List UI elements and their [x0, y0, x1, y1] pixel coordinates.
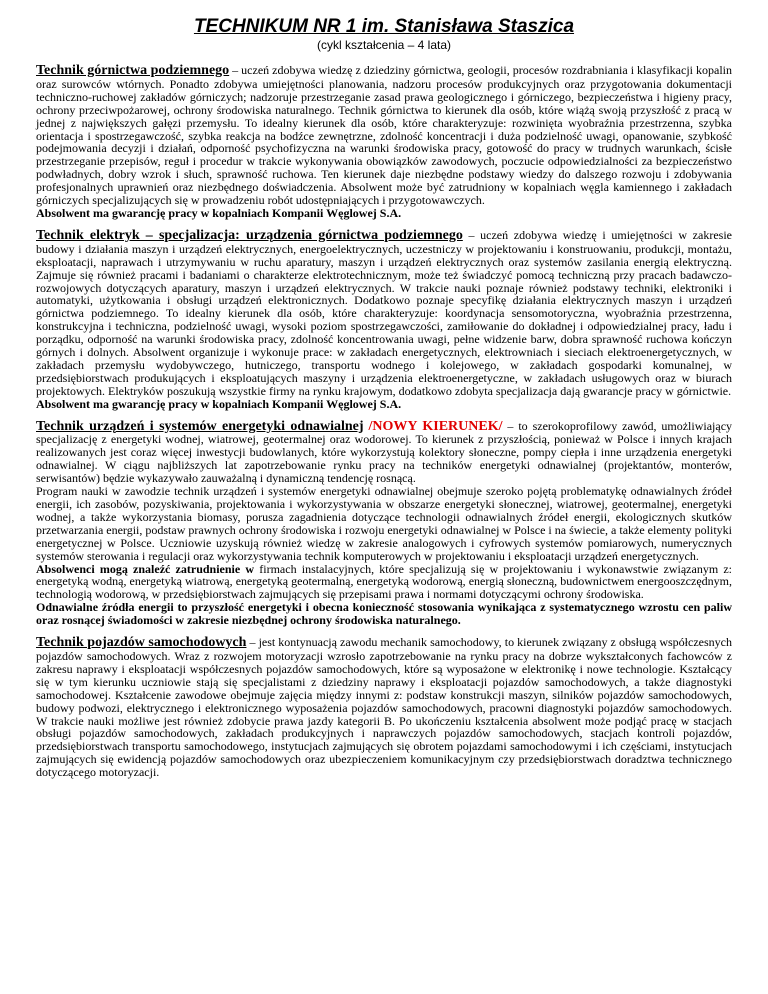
section-body: – jest kontynuacją zawodu mechanik samochodowy, to kierunek związany z obsługą współczesnych pojazdów samochodowych. Wraz z rozwojem motoryzacji wzrosło zapotrzebowanie na rynku pracy na dobrze wykształconych fachowców z zakresu naprawy i eksploatacji współczesnych pojazdów samochodowych, które są wyposażone w elektronikę i nowe technologie. Kształcący się w tym kierunku uczniowie stają się specjalistami z dziedziny naprawy i eksploatacji pojazdów samochodowych, a także diagnostyki samochodowej. Kształcenie zawodowe obejmuje zajęcia między innymi z: podstaw konstrukcji maszyn, silników pojazdów samochodowych, budowy podwozi, elektrycznego i elektronicznego wyposażenia pojazdów samochodowych, pracowni diagnostyki pojazdów samochodowych. W trakcie nauki możliwe jest również zdobycie prawa jazdy kategorii B. Po ukończeniu kształcenia absolwent może podjąć pracę w stacjach obsługi pojazdów samochodowych, zakładach produkcyjnych i naprawczych pojazdów samochodowych, stacjach kontroli pojazdów, przedsiębiorstwach transportu samochodowego, instytucjach zajmujących się obrotem pojazdami samochodowymi i ich częściami, instytucjach zajmujących się ewidencją pojazdów samochodowych oraz ubezpieczeniem komunikacyjnym czy przedsiębiorstwach doradztwa technicznego dotyczącego motoryzacji.: [36, 635, 732, 780]
page-title: TECHNIKUM NR 1 im. Stanisława Staszica: [193, 16, 575, 37]
section-technik-elektryk: [36, 229, 732, 411]
section-paragraph-2: Program nauki w zawodzie technik urządzeń i systemów energetyki odnawialnej obejmuje szeroko pojętą problematykę odnawialnych źródeł energii, ich zasobów, pozyskiwania, projektowania i wykorzystywania w obszarze energetyki słonecznej, wiatrowej, geotermalnej, energetyki wodnej, a także wykorzystania biomasy, porusza zagadnienia dotyczące technologii odnawialnych źródeł energii, ekologicznych skutków przetwarzania energii, podstaw prawnych ochrony środowiska i rozwoju energetyki odnawialnej w Polsce i na świecie, a także elementy polityki energetycznej w Polsce. Uczniowie uzyskują również wiedzę w zakresie analogowych i cyfrowych systemów pomiarowych, numerycznych systemów sterowania i regulacji oraz wykorzystywania technik komputerowych w projektowaniu i eksploatacji urządzeń energetycznych.: [36, 484, 732, 563]
section-closing: Absolwent ma gwarancję pracy w kopalniach Kompanii Węglowej S.A.: [36, 205, 402, 220]
section-technik-gornictwa: [36, 64, 732, 220]
section-body: – uczeń zdobywa wiedzę i umiejętności w zakresie budowy i działania maszyn i urządzeń elektrycznych, energoelektrycznych, uczestniczy w projektowaniu i konstruowaniu, produkcji, montażu, eksploatacji, naprawach i utrzymywaniu w ruchu aparatury, maszyn i urządzeń elektrycznych oraz systemów zasilania energią elektryczną. Zajmuje się również pracami i badaniami o charakterze elektrotechnicznym, może też świadczyć pomocą techniczną przy pracach badawczo-rozwojowych dotyczących aparatury, maszyn i urządzeń elektrycznych. W trakcie nauki poznaje również podstawy techniki, elektroniki i automatyki, użytkowania i obsługi urządzeń elektronicznych. Dodatkowo poznaje specyfikę działania elektrycznych maszyn i urządzeń górnictwa podziemnego. To idealny kierunek dla osób, które charakteryzuje: koordynacja sensomotoryczna, wyobraźnia przestrzenna, konstrukcyjna i techniczna, podzielność uwagi, wysoki poziom spostrzegawczości, zamiłowanie do dokładnej i odpowiedzialnej pracy, ładu i porządku, odporność na warunki środowiska pracy, zdolność koncentrowania uwagi, pełne widzenie barw, dobra sprawność ruchowa kończyn górnych i dolnych. Absolwent organizuje i wykonuje prace: w zakładach energetycznych, elektrowniach i sieciach elektroenergetycznych, w zakładach przemysłu wydobywczego, hutniczego, transportu wodnego i kolejowego, w zakładach gospodarki komunalnej, w przedsiębiorstwach produkujących i eksploatujących maszyny i urządzenia elektroenergetyczne, w zakładach usługowych oraz w biurach projektowych. Elektryków poszukują wszystkie firmy na rynku krajowym, dodatkowo zdobyta specjalizacja dają gwarancje pracy w górnictwie.: [36, 227, 732, 398]
section-technik-pojazdow: [36, 636, 732, 779]
section-heading: Technik pojazdów samochodowych: [36, 635, 247, 651]
section-paragraph: [36, 64, 732, 207]
section-closing: Absolwent ma gwarancję pracy w kopalniach Kompanii Węglowej S.A.: [36, 396, 402, 411]
section-paragraph: [36, 420, 732, 486]
section-paragraph: [36, 229, 732, 398]
section-paragraph-3: [36, 563, 732, 602]
section-technik-energetyki: [36, 420, 732, 628]
section-closing: Odnawialne źródła energii to przyszłość energetyki i obecna konieczność stosowania wynikająca z systematycznego wzrostu cen paliw oraz rosnącej świadomości w zakresie niezbędnej ochrony środowiska naturalnego.: [36, 600, 732, 628]
employment-body: firmach instalacyjnych, które specjalizują się w projektowaniu i wykonawstwie związanym z: energetyką wodną, energetyką wiatrową, energetyką geotermalną, energetyką wodorową, energią słoneczną, budownictwem energooszczędnym, technologią wodorową, w przedsiębiorstwach zajmujących się przepisami prawa i normami dotyczącymi ochrony środowiska.: [36, 561, 733, 602]
section-body: – to szerokoprofilowy zawód, umożliwiający specjalizację z energetyki wodnej, wiatrowej, geotermalnej oraz wodorowej. To kierunek z przyszłością, ponieważ w Polsce i innych krajach realizowanych jest coraz więcej inwestycji budowlanych, które wykorzystują kolektory słoneczne, pompy ciepła i inne urządzenia energetyki odnawialnej. W ciągu najbliższych lat zapotrzebowanie rynku pracy na techników energetyki odnawialnej (projektantów, monterów, serwisantów) będzie wykazywało zauważalną i dynamiczną tendencję rosnącą.: [36, 418, 733, 486]
employment-lead: Absolwenci mogą znaleźć zatrudnienie w: [36, 561, 255, 576]
section-body: – uczeń zdobywa wiedzę z dziedziny górnictwa, geologii, procesów rozdrabniania i klasyfikacji kopalin oraz surowców wtórnych. Ponadto zdobywa umiejętności planowania, nadzoru procesów produkcyjnych oraz przygotowania dokumentacji techniczno-ruchowej zakładów górniczych; nadzoruje przestrzeganie zasad prawa geologicznego i górniczego, bezpieczeństwa i higieny pracy, ochrony przeciwpożarowej, ochrony środowiska naturalnego. Technik górnictwa to kierunek dla osób, które wiążą swoją przyszłość z pracą w jednej z największych gałęzi przemysłu. To idealny kierunek dla osób, które charakteryzuje: rozwinięta wyobraźnia przestrzenna, szybka orientacja i spostrzegawczość, szybka reakcja na bodźce zewnętrzne, zdolność koncentracji i duża podzielność uwagi, opanowanie, szybkość podejmowania decyzji i działań, odporność psychofizyczna na warunki środowiska pracy, gotowość do pracy w trudnych warunkach, ścisłe przestrzeganie przepisów, reguł i procedur w trakcie wykonywania obowiązków zawodowych, poczucie odpowiedzialności za bezpieczeństwo podwładnych, dobry wzrok i słuch, sprawność ruchowa. Ten kierunek daje niezbędne podstawy wiedzy do dalszego rozwoju i zdobywania profesjonalnych uprawnień oraz niezbędnego doświadczenia. Absolwent może być zatrudniony w kopalniach węgla kamiennego i zakładach górniczych specjalizujących się w prowadzeniu robót udostępniających i przygotowawczych.: [36, 63, 733, 208]
section-heading: Technik elektryk – specjalizacja: urządzenia górnictwa podziemnego: [36, 227, 463, 243]
page-subtitle: (cykl kształcenia – 4 lata): [316, 38, 452, 52]
section-heading: Technik urządzeń i systemów energetyki odnawialnej: [36, 418, 364, 434]
new-program-badge: /NOWY KIERUNEK/: [368, 418, 503, 434]
section-paragraph: [36, 636, 732, 779]
section-heading: Technik górnictwa podziemnego: [36, 63, 230, 78]
